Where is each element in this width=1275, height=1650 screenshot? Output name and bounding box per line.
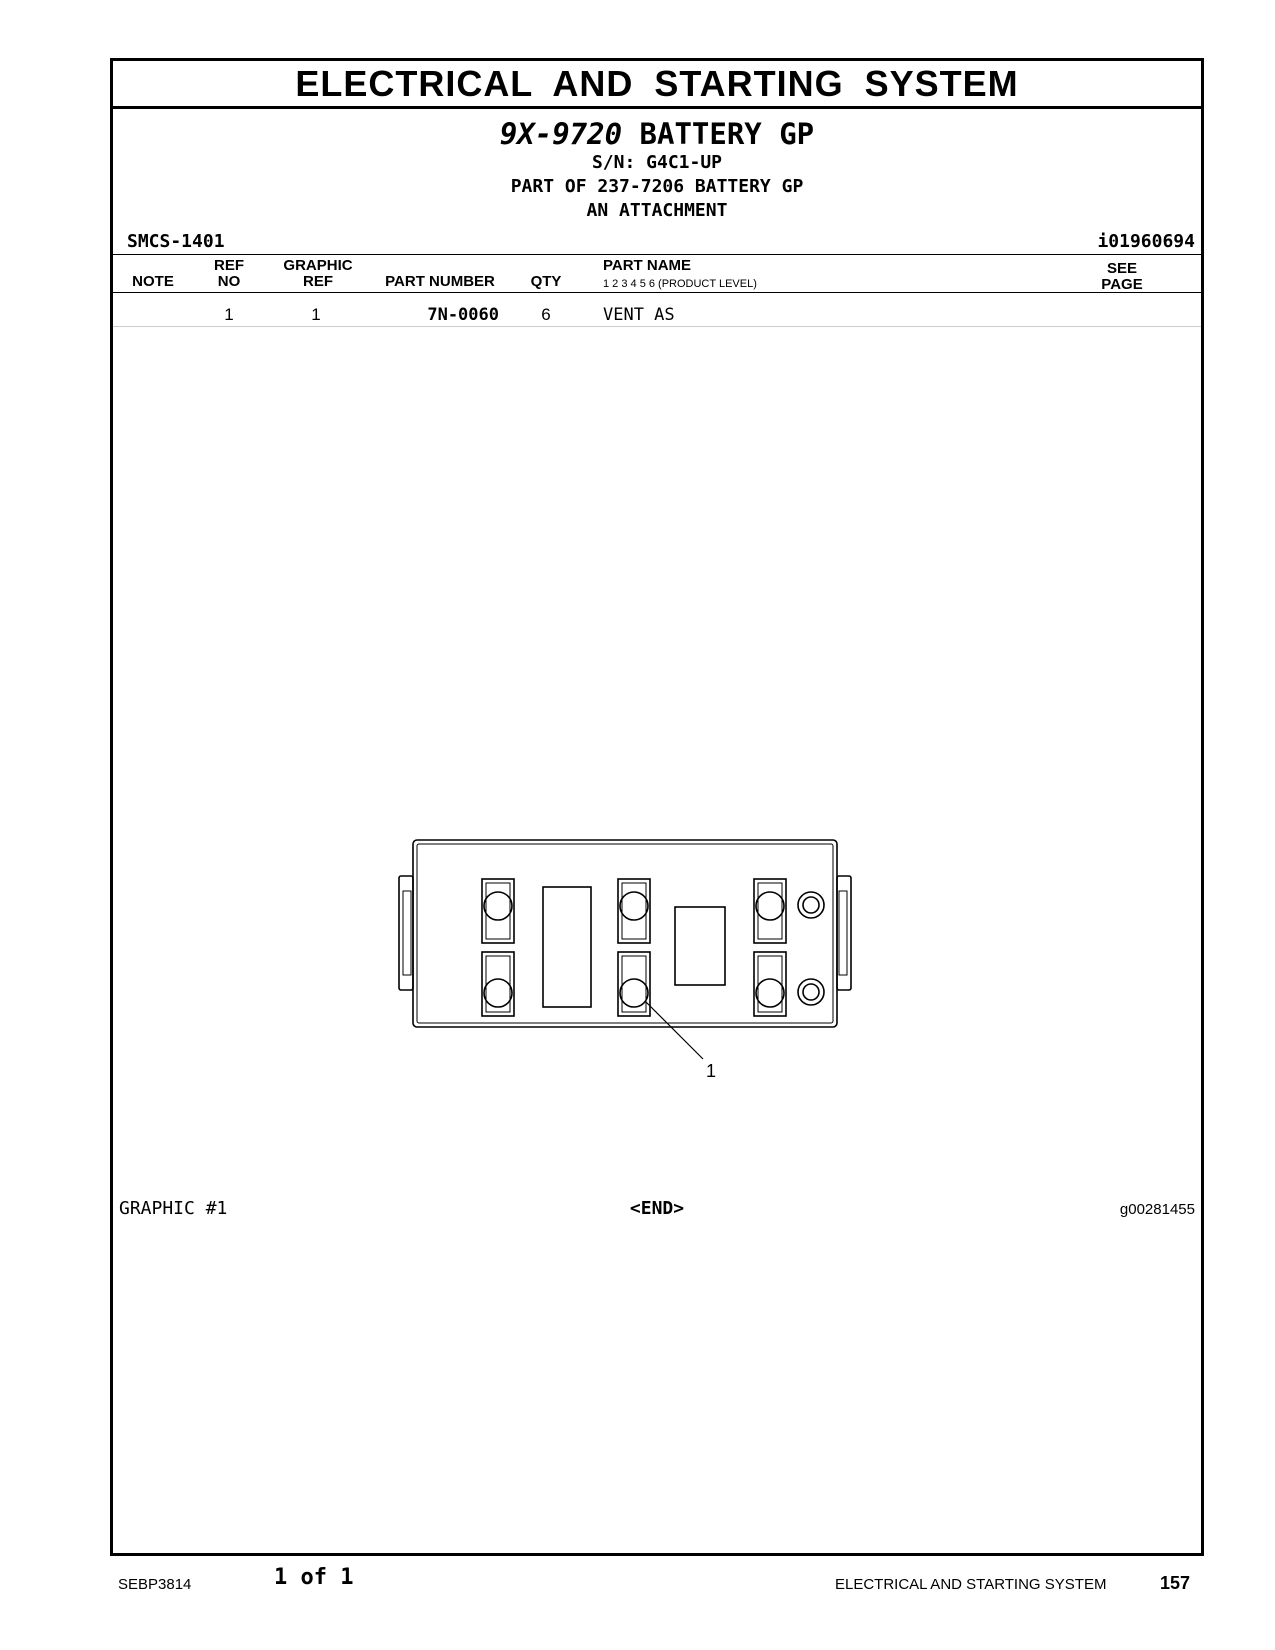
col-graphic-top: GRAPHIC xyxy=(283,257,353,274)
row-part-name: VENT AS xyxy=(603,305,675,325)
label-panel-left xyxy=(543,887,591,1007)
section-title: ELECTRICAL AND STARTING SYSTEM xyxy=(113,61,1201,109)
page-frame xyxy=(110,58,1204,1556)
footer-page-number: 157 xyxy=(1160,1573,1191,1593)
part-of: PART OF 237-7206 BATTERY GP xyxy=(510,176,804,197)
row-part-number: 7N-0060 xyxy=(427,305,499,325)
col-ref-no xyxy=(201,258,257,290)
col-ref-bottom: NO xyxy=(217,273,241,290)
row-qty: 6 xyxy=(541,305,551,324)
callout-label: 1 xyxy=(706,1061,717,1081)
graphic-label: GRAPHIC #1 xyxy=(119,1198,228,1219)
col-see-top: SEE xyxy=(1106,260,1137,277)
group-number: 9X-9720 xyxy=(499,117,623,151)
header-top-rule xyxy=(113,254,1201,255)
serial-number: S/N: G4C1-UP xyxy=(591,152,723,173)
group-title xyxy=(113,117,1201,151)
battery-inner-outline xyxy=(417,844,833,1023)
col-ref-top: REF xyxy=(214,257,244,274)
row-ref-no: 1 xyxy=(224,305,234,324)
smcs-code: SMCS-1401 xyxy=(127,231,225,252)
row-divider xyxy=(113,326,1201,327)
group-name: BATTERY GP xyxy=(639,117,815,151)
left-handle-grip xyxy=(403,891,411,975)
col-part-number: PART NUMBER xyxy=(385,273,495,290)
product-levels: 1 2 3 4 5 6 (PRODUCT LEVEL) xyxy=(603,278,757,290)
end-marker: <END> xyxy=(629,1198,685,1219)
col-note: NOTE xyxy=(132,273,174,290)
group-type: AN ATTACHMENT xyxy=(586,200,728,221)
footer-page-count: 1 of 1 xyxy=(274,1565,354,1590)
label-panel-right xyxy=(675,907,725,985)
terminals xyxy=(798,892,824,1005)
info-id: i01960694 xyxy=(1097,231,1195,252)
col-graphic-ref xyxy=(273,258,363,290)
footer-section: ELECTRICAL AND STARTING SYSTEM xyxy=(835,1576,1107,1593)
header-bottom-rule xyxy=(113,292,1201,293)
col-see-page xyxy=(1087,261,1157,293)
col-qty: QTY xyxy=(530,273,562,290)
battery-diagram xyxy=(393,821,913,1121)
right-handle-grip xyxy=(839,891,847,975)
footer-doc-number: SEBP3814 xyxy=(118,1576,192,1593)
graphic-id: g00281455 xyxy=(1119,1201,1195,1218)
col-see-bottom: PAGE xyxy=(1101,276,1143,293)
battery-outline xyxy=(413,840,837,1027)
col-part-name: PART NAME xyxy=(603,257,692,274)
row-graphic-ref: 1 xyxy=(311,305,321,324)
vent-wells xyxy=(482,879,786,1016)
col-graphic-bottom: REF xyxy=(303,273,333,290)
vent-caps xyxy=(484,892,784,1007)
callout-leader xyxy=(645,1001,703,1059)
